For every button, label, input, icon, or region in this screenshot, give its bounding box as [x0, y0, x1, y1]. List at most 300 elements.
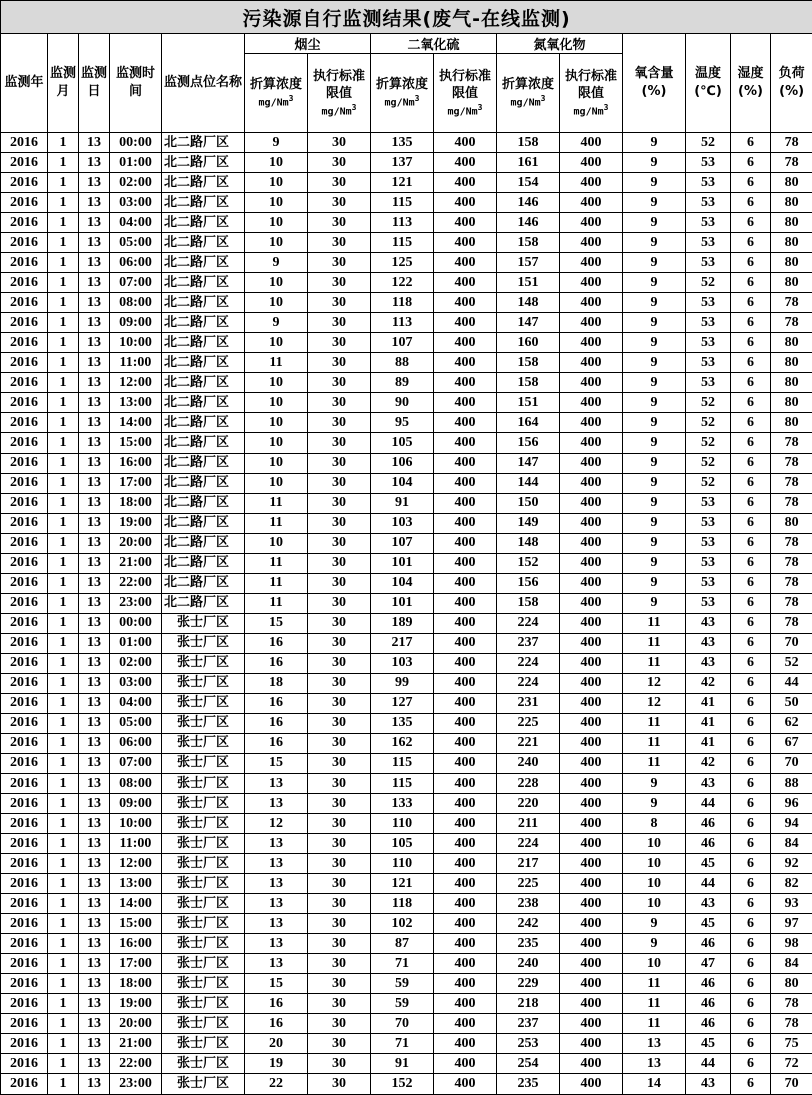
table-row — [1, 453, 812, 473]
cell-load: 78 — [771, 553, 812, 573]
table-row — [1, 293, 812, 313]
cell-location: 北二路厂区 — [162, 493, 245, 513]
cell-nox: 237 — [497, 1014, 560, 1034]
cell-month: 1 — [48, 253, 79, 273]
cell-dust: 10 — [245, 453, 308, 473]
table-row — [1, 513, 812, 533]
cell-location: 张士厂区 — [162, 693, 245, 713]
cell-dust-limit: 30 — [308, 954, 371, 974]
cell-time: 17:00 — [110, 473, 162, 493]
cell-nox-limit: 400 — [560, 513, 623, 533]
cell-month: 1 — [48, 473, 79, 493]
cell-temp: 52 — [686, 273, 731, 293]
header-temperature: 温度(℃) — [686, 34, 731, 133]
cell-time: 00:00 — [110, 133, 162, 153]
cell-temp: 46 — [686, 974, 731, 994]
cell-humidity: 6 — [731, 513, 771, 533]
cell-day: 13 — [79, 814, 110, 834]
cell-year: 2016 — [1, 293, 48, 313]
cell-year: 2016 — [1, 593, 48, 613]
cell-month: 1 — [48, 373, 79, 393]
cell-load: 78 — [771, 593, 812, 613]
cell-day: 13 — [79, 313, 110, 333]
cell-nox-limit: 400 — [560, 393, 623, 413]
cell-month: 1 — [48, 794, 79, 814]
cell-location: 北二路厂区 — [162, 193, 245, 213]
cell-so2-limit: 400 — [434, 233, 497, 253]
cell-year: 2016 — [1, 193, 48, 213]
unit-exponent: 3 — [414, 93, 420, 103]
cell-oxygen: 9 — [623, 153, 686, 173]
header-dust-converted-label: 折算浓度 — [249, 77, 302, 93]
cell-month: 1 — [48, 353, 79, 373]
cell-location: 张士厂区 — [162, 1054, 245, 1074]
cell-nox-limit: 400 — [560, 794, 623, 814]
cell-nox-limit: 400 — [560, 493, 623, 513]
cell-so2: 121 — [371, 874, 434, 894]
cell-year: 2016 — [1, 573, 48, 593]
cell-day: 13 — [79, 1074, 110, 1095]
cell-day: 13 — [79, 293, 110, 313]
cell-temp: 46 — [686, 1014, 731, 1034]
cell-month: 1 — [48, 894, 79, 914]
cell-so2: 105 — [371, 834, 434, 854]
cell-nox: 147 — [497, 453, 560, 473]
table-row — [1, 1034, 812, 1054]
cell-day: 13 — [79, 473, 110, 493]
cell-day: 13 — [79, 974, 110, 994]
cell-temp: 43 — [686, 613, 731, 633]
cell-so2: 189 — [371, 613, 434, 633]
cell-oxygen: 12 — [623, 673, 686, 693]
cell-dust-limit: 30 — [308, 693, 371, 713]
cell-load: 50 — [771, 693, 812, 713]
cell-time: 09:00 — [110, 794, 162, 814]
cell-nox: 146 — [497, 213, 560, 233]
cell-load: 97 — [771, 914, 812, 934]
table-row — [1, 153, 812, 173]
cell-so2-limit: 400 — [434, 193, 497, 213]
cell-load: 84 — [771, 834, 812, 854]
cell-day: 13 — [79, 894, 110, 914]
cell-humidity: 6 — [731, 633, 771, 653]
cell-nox: 242 — [497, 914, 560, 934]
cell-load: 70 — [771, 633, 812, 653]
cell-year: 2016 — [1, 433, 48, 453]
cell-oxygen: 9 — [623, 413, 686, 433]
cell-dust-limit: 30 — [308, 393, 371, 413]
cell-location: 北二路厂区 — [162, 253, 245, 273]
cell-dust-limit: 30 — [308, 593, 371, 613]
cell-dust-limit: 30 — [308, 854, 371, 874]
cell-dust: 9 — [245, 133, 308, 153]
cell-nox: 224 — [497, 673, 560, 693]
cell-nox-limit: 400 — [560, 1054, 623, 1074]
cell-dust: 10 — [245, 333, 308, 353]
cell-so2: 135 — [371, 713, 434, 733]
cell-day: 13 — [79, 1034, 110, 1054]
cell-dust: 16 — [245, 994, 308, 1014]
cell-dust-limit: 30 — [308, 1014, 371, 1034]
cell-time: 00:00 — [110, 613, 162, 633]
cell-so2-limit: 400 — [434, 1054, 497, 1074]
cell-month: 1 — [48, 1054, 79, 1074]
cell-month: 1 — [48, 393, 79, 413]
cell-load: 80 — [771, 513, 812, 533]
cell-location: 北二路厂区 — [162, 213, 245, 233]
cell-day: 13 — [79, 373, 110, 393]
cell-nox: 221 — [497, 733, 560, 753]
cell-day: 13 — [79, 193, 110, 213]
cell-time: 16:00 — [110, 453, 162, 473]
cell-humidity: 6 — [731, 794, 771, 814]
cell-humidity: 6 — [731, 273, 771, 293]
cell-dust-limit: 30 — [308, 1034, 371, 1054]
cell-day: 13 — [79, 533, 110, 553]
cell-dust-limit: 30 — [308, 733, 371, 753]
cell-load: 80 — [771, 373, 812, 393]
cell-day: 13 — [79, 693, 110, 713]
cell-nox: 224 — [497, 834, 560, 854]
table-row — [1, 333, 812, 353]
cell-oxygen: 9 — [623, 493, 686, 513]
table-row — [1, 1054, 812, 1074]
cell-oxygen: 9 — [623, 253, 686, 273]
cell-oxygen: 9 — [623, 593, 686, 613]
cell-temp: 53 — [686, 333, 731, 353]
cell-dust: 16 — [245, 713, 308, 733]
cell-so2: 115 — [371, 233, 434, 253]
cell-so2-limit: 400 — [434, 513, 497, 533]
cell-year: 2016 — [1, 493, 48, 513]
cell-load: 70 — [771, 1074, 812, 1095]
cell-oxygen: 14 — [623, 1074, 686, 1095]
cell-so2: 107 — [371, 333, 434, 353]
table-row — [1, 954, 812, 974]
cell-nox: 149 — [497, 513, 560, 533]
cell-location: 张士厂区 — [162, 633, 245, 653]
cell-load: 78 — [771, 153, 812, 173]
cell-load: 96 — [771, 794, 812, 814]
cell-nox-limit: 400 — [560, 774, 623, 794]
cell-humidity: 6 — [731, 934, 771, 954]
cell-year: 2016 — [1, 513, 48, 533]
cell-nox-limit: 400 — [560, 914, 623, 934]
cell-dust: 13 — [245, 774, 308, 794]
cell-year: 2016 — [1, 713, 48, 733]
cell-day: 13 — [79, 854, 110, 874]
cell-so2-limit: 400 — [434, 794, 497, 814]
cell-day: 13 — [79, 593, 110, 613]
table-row — [1, 934, 812, 954]
cell-year: 2016 — [1, 333, 48, 353]
cell-oxygen: 10 — [623, 894, 686, 914]
table-row — [1, 233, 812, 253]
cell-oxygen: 9 — [623, 173, 686, 193]
cell-nox-limit: 400 — [560, 233, 623, 253]
cell-nox: 235 — [497, 1074, 560, 1095]
cell-nox: 237 — [497, 633, 560, 653]
cell-so2-limit: 400 — [434, 653, 497, 673]
cell-day: 13 — [79, 573, 110, 593]
cell-load: 80 — [771, 273, 812, 293]
table-row — [1, 173, 812, 193]
cell-dust: 10 — [245, 193, 308, 213]
cell-temp: 45 — [686, 854, 731, 874]
cell-dust-limit: 30 — [308, 513, 371, 533]
cell-load: 94 — [771, 814, 812, 834]
cell-dust: 13 — [245, 834, 308, 854]
cell-humidity: 6 — [731, 894, 771, 914]
cell-so2-limit: 400 — [434, 613, 497, 633]
cell-oxygen: 9 — [623, 313, 686, 333]
cell-dust: 11 — [245, 553, 308, 573]
cell-nox: 158 — [497, 133, 560, 153]
cell-load: 84 — [771, 954, 812, 974]
header-nox-converted-unit — [497, 94, 559, 110]
cell-load: 80 — [771, 213, 812, 233]
cell-humidity: 6 — [731, 413, 771, 433]
cell-time: 11:00 — [110, 834, 162, 854]
cell-nox-limit: 400 — [560, 553, 623, 573]
cell-dust: 10 — [245, 373, 308, 393]
cell-time: 15:00 — [110, 914, 162, 934]
cell-month: 1 — [48, 994, 79, 1014]
table-row — [1, 253, 812, 273]
cell-location: 北二路厂区 — [162, 573, 245, 593]
cell-humidity: 6 — [731, 153, 771, 173]
cell-oxygen: 9 — [623, 774, 686, 794]
cell-oxygen: 10 — [623, 854, 686, 874]
cell-time: 07:00 — [110, 273, 162, 293]
header-dust-limit-label: 执行标准限值 — [312, 68, 365, 102]
cell-dust: 15 — [245, 613, 308, 633]
cell-day: 13 — [79, 613, 110, 633]
cell-dust-limit: 30 — [308, 273, 371, 293]
cell-location: 张士厂区 — [162, 974, 245, 994]
cell-year: 2016 — [1, 473, 48, 493]
cell-so2: 104 — [371, 573, 434, 593]
cell-dust-limit: 30 — [308, 934, 371, 954]
cell-dust-limit: 30 — [308, 653, 371, 673]
cell-so2-limit: 400 — [434, 633, 497, 653]
cell-time: 06:00 — [110, 733, 162, 753]
cell-oxygen: 9 — [623, 934, 686, 954]
cell-temp: 47 — [686, 954, 731, 974]
cell-load: 78 — [771, 293, 812, 313]
cell-year: 2016 — [1, 914, 48, 934]
cell-time: 17:00 — [110, 954, 162, 974]
table-row — [1, 854, 812, 874]
cell-humidity: 6 — [731, 193, 771, 213]
cell-year: 2016 — [1, 253, 48, 273]
cell-humidity: 6 — [731, 293, 771, 313]
cell-year: 2016 — [1, 814, 48, 834]
cell-dust-limit: 30 — [308, 994, 371, 1014]
cell-load: 80 — [771, 974, 812, 994]
cell-so2: 121 — [371, 173, 434, 193]
cell-dust-limit: 30 — [308, 673, 371, 693]
cell-time: 11:00 — [110, 353, 162, 373]
cell-so2-limit: 400 — [434, 874, 497, 894]
cell-year: 2016 — [1, 353, 48, 373]
unit-exponent: 3 — [477, 102, 483, 112]
cell-month: 1 — [48, 613, 79, 633]
cell-temp: 53 — [686, 593, 731, 613]
table-row — [1, 393, 812, 413]
cell-location: 北二路厂区 — [162, 473, 245, 493]
cell-humidity: 6 — [731, 493, 771, 513]
cell-day: 13 — [79, 994, 110, 1014]
cell-nox: 151 — [497, 273, 560, 293]
cell-temp: 53 — [686, 213, 731, 233]
cell-year: 2016 — [1, 994, 48, 1014]
cell-load: 75 — [771, 1034, 812, 1054]
cell-temp: 43 — [686, 894, 731, 914]
cell-dust: 10 — [245, 393, 308, 413]
cell-dust: 10 — [245, 213, 308, 233]
header-group-so2: 二氧化硫 — [371, 34, 497, 54]
cell-nox: 144 — [497, 473, 560, 493]
cell-year: 2016 — [1, 774, 48, 794]
cell-dust: 13 — [245, 914, 308, 934]
cell-year: 2016 — [1, 553, 48, 573]
cell-time: 01:00 — [110, 153, 162, 173]
cell-time: 03:00 — [110, 673, 162, 693]
cell-month: 1 — [48, 854, 79, 874]
cell-location: 张士厂区 — [162, 914, 245, 934]
cell-nox: 228 — [497, 774, 560, 794]
header-so2-converted — [371, 54, 434, 133]
cell-nox-limit: 400 — [560, 834, 623, 854]
cell-year: 2016 — [1, 974, 48, 994]
cell-temp: 53 — [686, 553, 731, 573]
cell-so2: 113 — [371, 313, 434, 333]
cell-day: 13 — [79, 553, 110, 573]
cell-load: 80 — [771, 333, 812, 353]
cell-humidity: 6 — [731, 133, 771, 153]
cell-year: 2016 — [1, 854, 48, 874]
cell-temp: 53 — [686, 293, 731, 313]
cell-nox: 158 — [497, 353, 560, 373]
cell-load: 92 — [771, 854, 812, 874]
cell-temp: 53 — [686, 493, 731, 513]
cell-dust-limit: 30 — [308, 633, 371, 653]
unit-exponent: 3 — [288, 93, 294, 103]
header-so2-converted-unit — [371, 94, 433, 110]
cell-oxygen: 9 — [623, 513, 686, 533]
cell-load: 80 — [771, 233, 812, 253]
header-group-dust: 烟尘 — [245, 34, 371, 54]
cell-day: 13 — [79, 513, 110, 533]
cell-so2-limit: 400 — [434, 553, 497, 573]
cell-nox-limit: 400 — [560, 1014, 623, 1034]
cell-temp: 44 — [686, 794, 731, 814]
cell-humidity: 6 — [731, 473, 771, 493]
cell-month: 1 — [48, 333, 79, 353]
cell-humidity: 6 — [731, 233, 771, 253]
cell-dust-limit: 30 — [308, 613, 371, 633]
cell-dust: 13 — [245, 934, 308, 954]
cell-location: 北二路厂区 — [162, 353, 245, 373]
table-row — [1, 653, 812, 673]
cell-nox-limit: 400 — [560, 133, 623, 153]
cell-so2: 105 — [371, 433, 434, 453]
cell-nox: 231 — [497, 693, 560, 713]
cell-nox-limit: 400 — [560, 213, 623, 233]
header-humidity: 湿度(%) — [731, 34, 771, 133]
cell-location: 北二路厂区 — [162, 293, 245, 313]
unit-base: mg/Nm — [321, 105, 352, 117]
cell-day: 13 — [79, 1014, 110, 1034]
cell-temp: 46 — [686, 994, 731, 1014]
cell-nox: 254 — [497, 1054, 560, 1074]
cell-nox-limit: 400 — [560, 293, 623, 313]
cell-month: 1 — [48, 774, 79, 794]
cell-so2-limit: 400 — [434, 493, 497, 513]
cell-humidity: 6 — [731, 553, 771, 573]
cell-so2-limit: 400 — [434, 774, 497, 794]
cell-dust: 22 — [245, 1074, 308, 1095]
cell-dust-limit: 30 — [308, 433, 371, 453]
table-row — [1, 1014, 812, 1034]
cell-location: 北二路厂区 — [162, 233, 245, 253]
cell-so2-limit: 400 — [434, 393, 497, 413]
cell-so2-limit: 400 — [434, 293, 497, 313]
cell-temp: 52 — [686, 413, 731, 433]
cell-humidity: 6 — [731, 653, 771, 673]
cell-dust: 19 — [245, 1054, 308, 1074]
header-day: 监测日 — [79, 34, 110, 133]
cell-nox: 158 — [497, 593, 560, 613]
cell-load: 80 — [771, 193, 812, 213]
cell-time: 15:00 — [110, 433, 162, 453]
cell-day: 13 — [79, 493, 110, 513]
cell-location: 北二路厂区 — [162, 513, 245, 533]
cell-humidity: 6 — [731, 573, 771, 593]
cell-so2-limit: 400 — [434, 453, 497, 473]
cell-nox-limit: 400 — [560, 954, 623, 974]
cell-oxygen: 13 — [623, 1034, 686, 1054]
cell-month: 1 — [48, 133, 79, 153]
cell-dust: 11 — [245, 353, 308, 373]
cell-so2-limit: 400 — [434, 333, 497, 353]
cell-dust-limit: 30 — [308, 1074, 371, 1095]
cell-so2: 107 — [371, 533, 434, 553]
cell-year: 2016 — [1, 693, 48, 713]
cell-time: 10:00 — [110, 814, 162, 834]
cell-year: 2016 — [1, 794, 48, 814]
cell-load: 78 — [771, 994, 812, 1014]
table-row — [1, 874, 812, 894]
cell-so2: 152 — [371, 1074, 434, 1095]
cell-load: 80 — [771, 253, 812, 273]
cell-oxygen: 9 — [623, 794, 686, 814]
table-row — [1, 613, 812, 633]
cell-year: 2016 — [1, 373, 48, 393]
cell-location: 北二路厂区 — [162, 533, 245, 553]
cell-nox: 158 — [497, 233, 560, 253]
table-row — [1, 353, 812, 373]
cell-day: 13 — [79, 433, 110, 453]
cell-nox-limit: 400 — [560, 593, 623, 613]
unit-exponent: 3 — [603, 102, 609, 112]
cell-so2: 87 — [371, 934, 434, 954]
cell-dust-limit: 30 — [308, 553, 371, 573]
cell-nox-limit: 400 — [560, 173, 623, 193]
cell-dust: 10 — [245, 173, 308, 193]
table-row — [1, 433, 812, 453]
